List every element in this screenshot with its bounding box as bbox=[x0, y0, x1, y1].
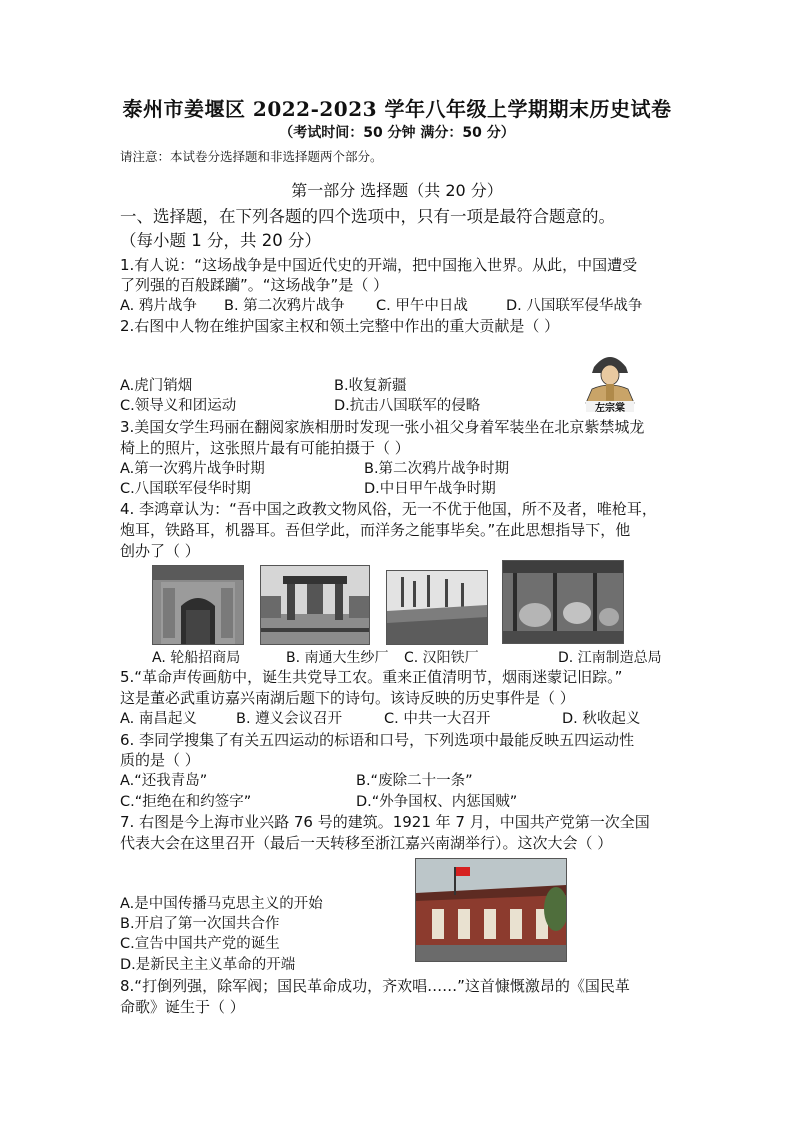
q7-option-d: D.是新民主主义革命的开端 bbox=[120, 957, 296, 973]
q1-option-b: B. 第二次鸦片战争 bbox=[224, 298, 345, 314]
q4-option-b: B. 南通大生纱厂 bbox=[286, 650, 389, 666]
q3-stem-line1: 3.美国女学生玛丽在翻阅家族相册时发现一张小祖父身着军装坐在北京紫禁城龙 bbox=[120, 418, 645, 436]
q1-option-a: A. 鸦片战争 bbox=[120, 298, 197, 314]
q4-option-c: C. 汉阳铁厂 bbox=[404, 650, 479, 666]
q6-option-d: D.“外争国权、内惩国贼” bbox=[356, 794, 518, 810]
q8-stem-line1: 8.“打倒列强，除军阀；国民革命成功，齐欢唱……”这首慷慨激昂的《国民革 bbox=[120, 977, 630, 995]
section-instruction-line1: 一、选择题，在下列各题的四个选项中，只有一项是最符合题意的。 bbox=[120, 207, 615, 226]
q6-stem-line2: 质的是（ ） bbox=[120, 751, 200, 769]
q2-option-c: C.领导义和团运动 bbox=[120, 398, 237, 414]
q6-option-a: A.“还我青岛” bbox=[120, 773, 208, 789]
q4-option-d: D. 江南制造总局 bbox=[558, 650, 662, 666]
q3-option-a: A.第一次鸦片战争时期 bbox=[120, 461, 265, 477]
q7-stem-line2: 代表大会在这里召开（最后一天转移至浙江嘉兴南湖举行）。这次大会（ ） bbox=[120, 834, 613, 852]
exam-note: 请注意：本试卷分选择题和非选择题两个部分。 bbox=[120, 149, 383, 164]
q3-option-b: B.第二次鸦片战争时期 bbox=[364, 461, 510, 477]
q4-stem-line1: 4. 李鸿章认为：“吾中国之政教文物风俗，无一不优于他国，所不及者，唯枪耳， bbox=[120, 500, 657, 518]
q6-stem-line1: 6. 李同学搜集了有关五四运动的标语和口号，下列选项中最能反映五四运动性 bbox=[120, 731, 635, 749]
q8-stem-line2: 命歌》诞生于（ ） bbox=[120, 998, 245, 1016]
part-heading: 第一部分 选择题（共 20 分） bbox=[291, 181, 503, 200]
photo-jiangnan-arsenal bbox=[502, 560, 624, 644]
q1-stem-line1: 1.有人说：“这场战争是中国近代史的开端，把中国拖入世界。从此，中国遭受 bbox=[120, 256, 638, 274]
q4-option-a: A. 轮船招商局 bbox=[152, 650, 241, 666]
q1-option-d: D. 八国联军侵华战争 bbox=[506, 298, 643, 314]
q3-option-d: D.中日甲午战争时期 bbox=[364, 481, 496, 497]
section-instruction-line2: （每小题 1 分，共 20 分） bbox=[120, 231, 321, 250]
q2-option-b: B.收复新疆 bbox=[334, 378, 407, 394]
q5-option-b: B. 遵义会议召开 bbox=[236, 711, 343, 727]
q3-option-c: C.八国联军侵华时期 bbox=[120, 481, 251, 497]
q7-option-a: A.是中国传播马克思主义的开始 bbox=[120, 896, 323, 912]
q1-stem-line2: 了列强的百般蹂躏”。“这场战争”是（ ） bbox=[120, 276, 389, 294]
zuo-zongtang-portrait bbox=[572, 337, 648, 413]
q1-option-c: C. 甲午中日战 bbox=[376, 298, 468, 314]
portrait-caption: 左宗棠 bbox=[595, 403, 625, 413]
exam-title: 泰州市姜堰区 2022-2023 学年八年级上学期期末历史试卷 bbox=[122, 97, 672, 121]
q6-option-c: C.“拒绝在和约签字” bbox=[120, 794, 252, 810]
q5-option-d: D. 秋收起义 bbox=[562, 711, 641, 727]
q3-stem-line2: 椅上的照片，这张照片最有可能拍摄于（ ） bbox=[120, 439, 410, 457]
q7-option-b: B.开启了第一次国共合作 bbox=[120, 916, 280, 932]
q5-option-a: A. 南昌起义 bbox=[120, 711, 197, 727]
q4-stem-line3: 创办了（ ） bbox=[120, 542, 200, 560]
photo-first-congress-site bbox=[415, 858, 567, 962]
photo-steamship-bureau bbox=[152, 565, 244, 645]
q6-option-b: B.“废除二十一条” bbox=[356, 773, 473, 789]
photo-hanyang-ironworks bbox=[386, 570, 488, 645]
q2-option-d: D.抗击八国联军的侵略 bbox=[334, 398, 481, 414]
q5-stem-line2: 这是董必武重访嘉兴南湖后题下的诗句。该诗反映的历史事件是（ ） bbox=[120, 689, 575, 707]
q5-stem-line1: 5.“革命声传画舫中，诞生共党导工农。重来正值清明节，烟雨迷蒙记旧踪。” bbox=[120, 668, 623, 686]
exam-subtitle: （考试时间：50 分钟 满分：50 分） bbox=[279, 125, 515, 141]
q2-option-a: A.虎门销烟 bbox=[120, 378, 193, 394]
q5-option-c: C. 中共一大召开 bbox=[384, 711, 491, 727]
photo-dasheng-mill bbox=[260, 565, 370, 645]
q4-stem-line2: 炮耳，铁路耳，机器耳。吾但学此，而洋务之能事毕矣。”在此思想指导下，他 bbox=[120, 521, 631, 539]
q2-stem: 2.右图中人物在维护国家主权和领土完整中作出的重大贡献是（ ） bbox=[120, 317, 560, 335]
q7-option-c: C.宣告中国共产党的诞生 bbox=[120, 936, 280, 952]
q7-stem-line1: 7. 右图是今上海市业兴路 76 号的建筑。1921 年 7 月，中国共产党第一次全国 bbox=[120, 813, 650, 831]
